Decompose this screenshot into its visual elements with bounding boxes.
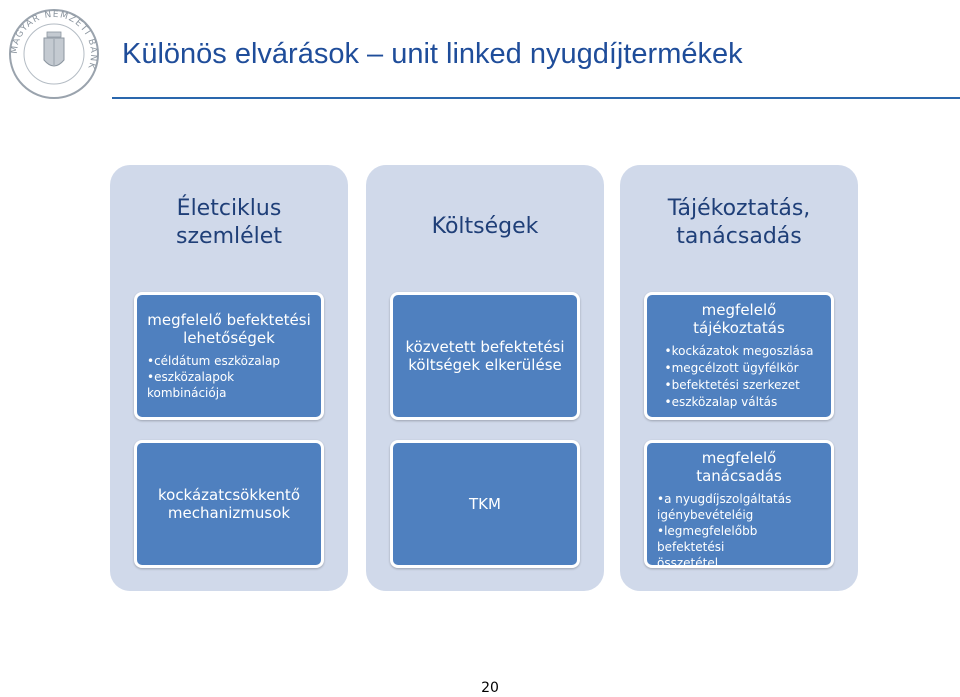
card-investment-options <box>134 292 324 420</box>
bullet-list <box>147 353 311 401</box>
column-header: Tájékoztatás, tanácsadás <box>667 196 811 249</box>
bullet-list <box>657 491 821 571</box>
list-item: • megcélzott ügyfélkör <box>665 360 814 377</box>
list-item: • eszközalap váltás <box>665 394 814 411</box>
list-item: • a nyugdíjszolgáltatás igénybevételéig <box>657 491 821 523</box>
card-advice <box>644 440 834 568</box>
card-tkm <box>390 440 580 568</box>
page-number: 20 <box>481 680 499 696</box>
column-advice <box>620 165 858 591</box>
list-item: • céldátum eszközalap <box>147 353 311 369</box>
card-title: megfelelő befektetési lehetőségek <box>147 311 311 347</box>
logo-ring-text: MAGYAR NEMZETI BANK <box>9 9 99 71</box>
card-title: TKM <box>469 495 501 513</box>
column-header: Költségek <box>431 214 539 239</box>
list-item: • eszközalapok kombinációja <box>147 369 311 401</box>
card-title: megfelelő tájékoztatás <box>693 301 785 337</box>
card-information <box>644 292 834 420</box>
column-lifecycle <box>110 165 348 591</box>
list-item: • kockázatok megoszlása <box>665 343 814 360</box>
card-risk-mechanisms <box>134 440 324 568</box>
mnb-logo <box>8 8 100 100</box>
bullet-list <box>665 343 814 411</box>
title-divider <box>112 97 960 99</box>
card-title: közvetett befektetési költségek elkerülése <box>405 338 565 374</box>
slide-title: Különös elvárások – unit linked nyugdíjtermékek <box>122 38 743 70</box>
list-item: • legmegfelelőbb befektetési összetétel <box>657 523 821 571</box>
list-item: • befektetési szerkezet <box>665 377 814 394</box>
column-costs <box>366 165 604 591</box>
card-title: kockázatcsökkentő mechanizmusok <box>157 486 300 522</box>
card-indirect-costs <box>390 292 580 420</box>
card-title: megfelelő tanácsadás <box>696 449 782 485</box>
column-header: Életciklus szemlélet <box>176 196 282 249</box>
